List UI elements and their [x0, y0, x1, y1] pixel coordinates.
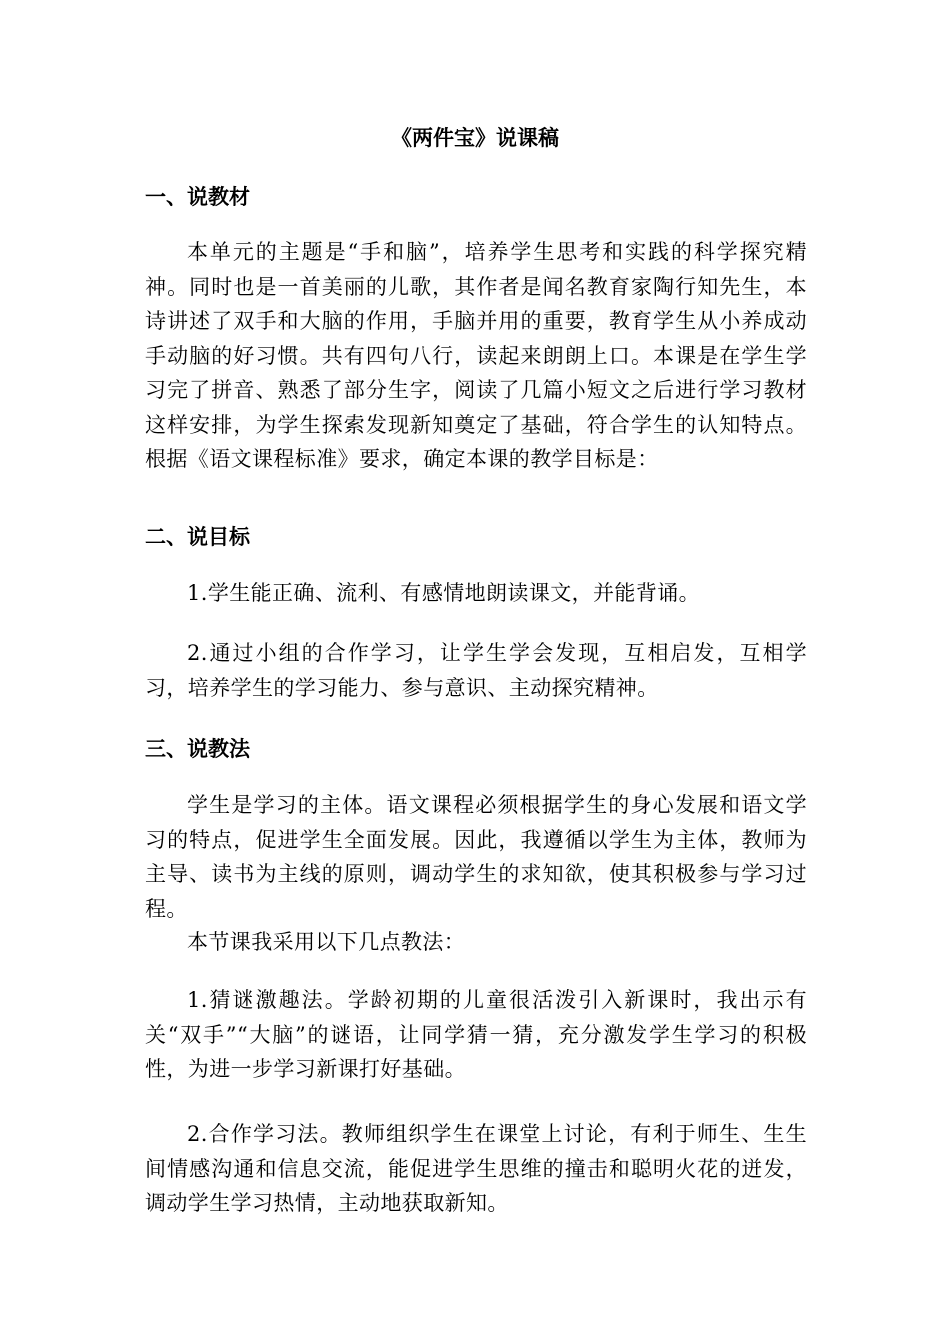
document-title: 《两件宝》说课稿: [391, 125, 559, 150]
paragraph-teaching-material: 本单元的主题是“手和脑”，培养学生思考和实践的科学探究精神。同时也是一首美丽的儿歌，其作者是闻名教育家陶行知先生，本诗讲述了双手和大脑的作用，手脑并用的重要，教育学生从小养成动手动脑的好习惯。共有四句八行，读起来朗朗上口。本课是在学生学习完了拼音、熟悉了部分生字，阅读了几篇小短文之后进行学习教材这样安排，为学生探索发现新知奠定了基础，符合学生的认知特点。根据《语文课程标准》要求，确定本课的教学目标是：: [145, 240, 807, 471]
paragraph-method-2: 2.合作学习法。教师组织学生在课堂上讨论，有利于师生、生生间情感沟通和信息交流，能促进学生思维的撞击和聪明火花的迸发，调动学生学习热情，主动地获取新知。: [145, 1122, 807, 1215]
section-heading-teaching-methods: 三、说教法: [145, 736, 250, 761]
paragraph-objective-2: 2.通过小组的合作学习，让学生学会发现，互相启发，互相学习，培养学生的学习能力、参与意识、主动探究精神。: [145, 641, 807, 700]
paragraph-objective-1: 1.学生能正确、流利、有感情地朗读课文，并能背诵。: [187, 581, 701, 605]
paragraph-methods-intro: 学生是学习的主体。语文课程必须根据学生的身心发展和语文学习的特点，促进学生全面发展。因此，我遵循以学生为主体，教师为主导、读书为主线的原则，调动学生的求知欲，使其积极参与学习过程。: [145, 793, 807, 921]
section-heading-objectives: 二、说目标: [145, 524, 250, 549]
paragraph-method-1: 1.猜谜激趣法。学龄初期的儿童很活泼引入新课时，我出示有关“双手”“大脑”的谜语，让同学猜一猜，充分激发学生学习的积极性，为进一步学习新课打好基础。: [145, 988, 807, 1081]
section-heading-teaching-material: 一、说教材: [145, 184, 250, 209]
paragraph-methods-list-intro: 本节课我采用以下几点教法：: [187, 930, 466, 954]
